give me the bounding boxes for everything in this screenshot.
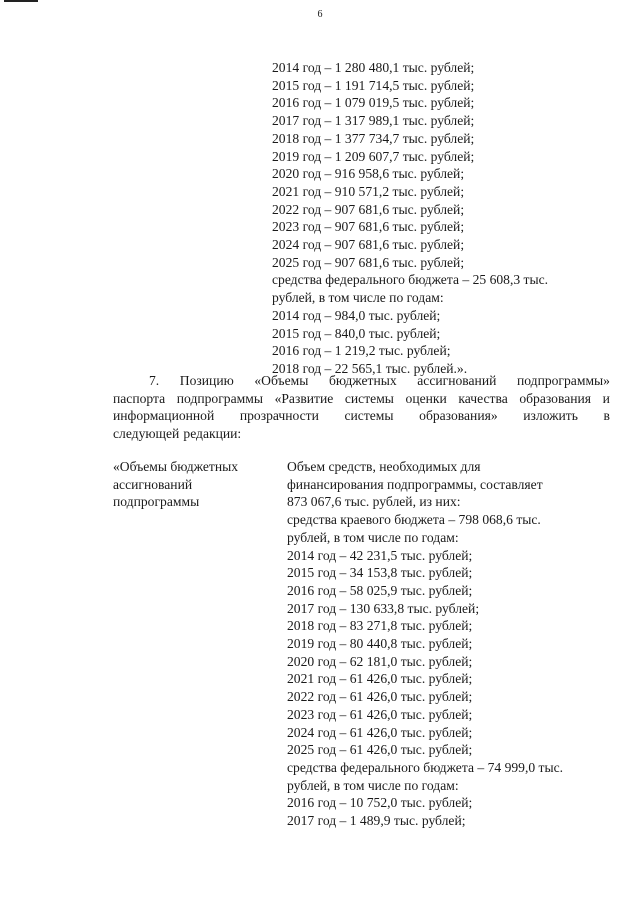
paragraph-word: бюджетных (328, 373, 397, 388)
funding-line: средства федерального бюджета – 25 608,3 тыс. (272, 272, 549, 288)
funding-line: 2023 год – 907 681,6 тыс. рублей; (272, 219, 465, 235)
funding-line: 2020 год – 62 181,0 тыс. рублей; (287, 653, 473, 669)
funding-line: рублей, в том числе по годам: (272, 290, 444, 306)
funding-line: 2017 год – 1 489,9 тыс. рублей; (287, 813, 466, 829)
paragraph-word: подпрограммы (176, 390, 263, 406)
paragraph-word: подпрограммы» (516, 373, 610, 388)
funding-line: 2016 год – 10 752,0 тыс. рублей; (287, 795, 473, 811)
funding-line: 2022 год – 61 426,0 тыс. рублей; (287, 689, 473, 705)
paragraph-word: Позицию (179, 373, 234, 388)
funding-line: 2018 год – 83 271,8 тыс. рублей; (287, 618, 473, 634)
paragraph-7 (113, 372, 610, 443)
funding-line: 2017 год – 130 633,8 тыс. рублей; (287, 600, 480, 616)
scan-edge-mark (4, 0, 38, 2)
funding-line: 2019 год – 1 209 607,7 тыс. рублей; (272, 148, 475, 164)
funding-line: 2021 год – 61 426,0 тыс. рублей; (287, 671, 473, 687)
paragraph-word: качества (458, 390, 508, 406)
funding-line: 2024 год – 907 681,6 тыс. рублей; (272, 237, 465, 253)
funding-line: 2023 год – 61 426,0 тыс. рублей; (287, 706, 473, 722)
funding-line: 2022 год – 907 681,6 тыс. рублей; (272, 201, 465, 217)
funding-line: 2025 год – 61 426,0 тыс. рублей; (287, 742, 473, 758)
paragraph-word: и (602, 390, 610, 406)
paragraph-word: прозрачности (239, 408, 319, 424)
paragraph-word: изложить (523, 408, 578, 424)
paragraph-line (113, 372, 610, 390)
paragraph-word: оценки (405, 390, 447, 406)
funding-line: 2019 год – 80 440,8 тыс. рублей; (287, 636, 473, 652)
paragraph-word: «Развитие (274, 390, 334, 406)
funding-line: 2017 год – 1 317 989,1 тыс. рублей; (272, 113, 475, 129)
paragraph-line (113, 407, 610, 425)
funding-line: 2016 год – 58 025,9 тыс. рублей; (287, 582, 473, 598)
subprogram-funding-description (287, 458, 563, 830)
paragraph-word: системы (344, 408, 394, 424)
funding-line: рублей, в том числе по годам: (287, 529, 459, 545)
funding-line: 2015 год – 34 153,8 тыс. рублей; (287, 565, 473, 581)
label-line: «Объемы бюджетных (113, 459, 239, 474)
funding-line: 2015 год – 1 191 714,5 тыс. рублей; (272, 77, 475, 93)
paragraph-word: ассигнований (417, 373, 497, 388)
funding-by-year-list (272, 59, 548, 378)
paragraph-word: информационной (113, 408, 215, 424)
page-number: 6 (317, 9, 323, 20)
funding-line: 873 067,6 тыс. рублей, из них: (287, 494, 461, 510)
funding-line: 2024 год – 61 426,0 тыс. рублей; (287, 724, 473, 740)
funding-line: 2020 год – 916 958,6 тыс. рублей; (272, 166, 465, 182)
funding-line: 2014 год – 42 231,5 тыс. рублей; (287, 547, 473, 563)
paragraph-line (113, 425, 610, 443)
paragraph-word: 7. (149, 373, 160, 388)
funding-line: финансирования подпрограммы, составляет (287, 476, 543, 492)
funding-line: 2018 год – 1 377 734,7 тыс. рублей; (272, 130, 475, 146)
funding-line: 2014 год – 1 280 480,1 тыс. рублей; (272, 60, 475, 75)
paragraph-word: системы (344, 390, 394, 406)
paragraph-word: редакции: (183, 426, 242, 442)
paragraph-word: образования (519, 390, 592, 406)
funding-line: 2021 год – 910 571,2 тыс. рублей; (272, 183, 465, 199)
paragraph-line (113, 390, 610, 408)
funding-line: рублей, в том числе по годам: (287, 777, 459, 793)
paragraph-word: следующей (113, 426, 180, 442)
paragraph-word: паспорта (113, 390, 166, 406)
position-label (113, 458, 238, 511)
paragraph-word: «Объемы (254, 373, 309, 388)
funding-line: 2018 год – 22 565,1 тыс. рублей.». (272, 360, 468, 376)
funding-line: Объем средств, необходимых для (287, 459, 481, 474)
paragraph-word: образования» (419, 408, 498, 424)
funding-line: 2015 год – 840,0 тыс. рублей; (272, 325, 441, 341)
label-line: ассигнований (113, 476, 193, 492)
funding-line: 2016 год – 1 079 019,5 тыс. рублей; (272, 95, 475, 111)
funding-line: 2014 год – 984,0 тыс. рублей; (272, 307, 441, 323)
funding-line: 2025 год – 907 681,6 тыс. рублей; (272, 254, 465, 270)
funding-line: 2016 год – 1 219,2 тыс. рублей; (272, 343, 451, 359)
label-line: подпрограммы (113, 494, 200, 510)
funding-line: средства краевого бюджета – 798 068,6 тыс. (287, 512, 541, 528)
paragraph-word: в (603, 408, 610, 424)
funding-line: средства федерального бюджета – 74 999,0 тыс. (287, 759, 564, 775)
